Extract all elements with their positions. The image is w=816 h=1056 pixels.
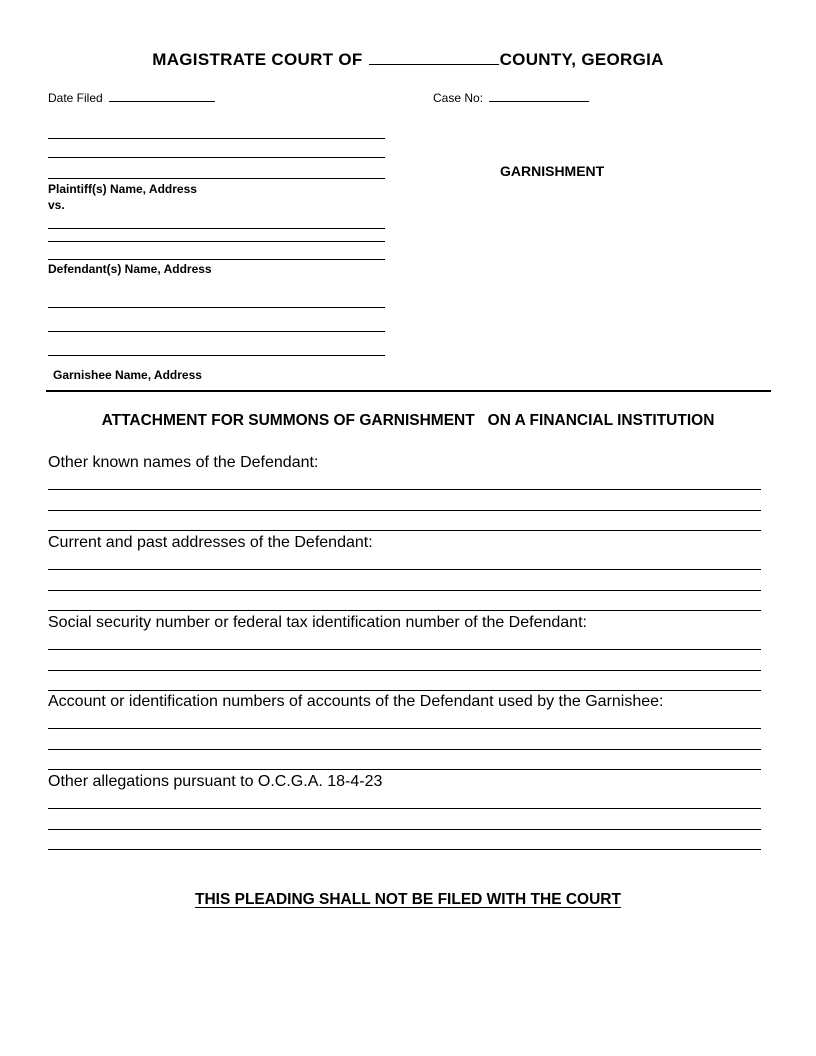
answer-line[interactable]	[48, 728, 761, 729]
attachment-title: ATTACHMENT FOR SUMMONS OF GARNISHMENT ON A FINANCIAL INSTITUTION	[101, 412, 715, 429]
county-name-blank[interactable]	[369, 50, 499, 65]
answer-line[interactable]	[48, 590, 761, 591]
answer-line[interactable]	[48, 769, 761, 770]
date-filed-label: Date Filed	[48, 91, 103, 105]
case-no-field	[433, 90, 589, 105]
case-no-blank[interactable]	[489, 90, 589, 102]
defendant-label: Defendant(s) Name, Address	[48, 262, 212, 276]
garnishee-line-1[interactable]	[48, 307, 385, 308]
answer-line[interactable]	[48, 690, 761, 691]
plaintiff-line-3[interactable]	[48, 178, 385, 179]
question-other-names: Other known names of the Defendant:	[48, 454, 319, 471]
answer-line[interactable]	[48, 530, 761, 531]
date-filed-field	[48, 90, 215, 105]
court-title	[0, 50, 816, 70]
filing-notice	[0, 891, 816, 909]
filing-notice-text: THIS PLEADING SHALL NOT BE FILED WITH THE COURT	[195, 891, 621, 908]
date-filed-blank[interactable]	[109, 90, 215, 102]
case-type-label: GARNISHMENT	[500, 163, 605, 179]
answer-line[interactable]	[48, 510, 761, 511]
answer-line[interactable]	[48, 849, 761, 850]
case-no-label: Case No:	[433, 91, 484, 105]
plaintiff-line-2[interactable]	[48, 157, 385, 158]
answer-line[interactable]	[48, 670, 761, 671]
answer-line[interactable]	[48, 489, 761, 490]
court-title-prefix: MAGISTRATE COURT OF	[152, 50, 363, 69]
question-other-allegations: Other allegations pursuant to O.C.G.A. 18-4-23	[48, 773, 383, 790]
defendant-line-3[interactable]	[48, 259, 385, 260]
question-ssn-tax-id: Social security number or federal tax identification number of the Defendant:	[48, 614, 587, 631]
court-title-suffix: COUNTY, GEORGIA	[499, 50, 664, 69]
garnishee-line-2[interactable]	[48, 331, 385, 332]
plaintiff-line-1[interactable]	[48, 138, 385, 139]
plaintiff-label: Plaintiff(s) Name, Address	[48, 182, 197, 196]
answer-line[interactable]	[48, 749, 761, 750]
defendant-line-1[interactable]	[48, 228, 385, 229]
question-addresses: Current and past addresses of the Defendant:	[48, 534, 373, 551]
answer-line[interactable]	[48, 610, 761, 611]
garnishee-line-3[interactable]	[48, 355, 385, 356]
answer-line[interactable]	[48, 829, 761, 830]
vs-label: vs.	[48, 198, 65, 212]
defendant-line-2[interactable]	[48, 241, 385, 242]
answer-line[interactable]	[48, 569, 761, 570]
caption-separator	[46, 390, 771, 392]
answer-line[interactable]	[48, 808, 761, 809]
garnishee-label: Garnishee Name, Address	[53, 368, 202, 382]
answer-line[interactable]	[48, 649, 761, 650]
question-account-numbers: Account or identification numbers of accounts of the Defendant used by the Garnishee:	[48, 693, 664, 710]
